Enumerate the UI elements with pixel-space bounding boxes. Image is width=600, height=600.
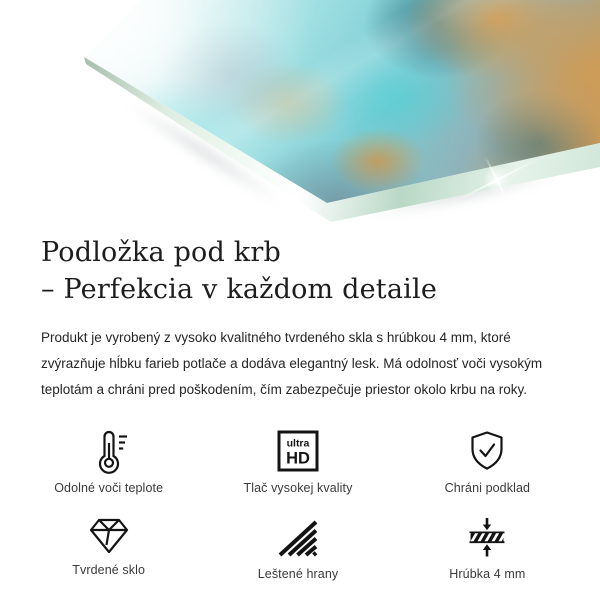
product-description: Produkt je vyrobený z vysoko kvalitného tvrdeného skla s hrúbkou 4 mm, ktoré zvýrazňuje hĺbku farieb potlače a dodáva elegantný lesk. Má odolnosť voči vysokým teplotám a chráni pred poškodením, čím zabezpečuje priestor okolo krbu na roky. bbox=[41, 330, 543, 397]
polished-edges-icon bbox=[275, 514, 321, 560]
feature-thickness bbox=[393, 514, 582, 581]
page-title bbox=[41, 234, 559, 308]
feature-label: Tvrdené sklo bbox=[72, 563, 146, 577]
feature-print-quality bbox=[203, 428, 392, 495]
feature-heat-resistant bbox=[14, 428, 203, 495]
title-line-1: Podložka pod krb bbox=[41, 237, 281, 268]
svg-text:ultra: ultra bbox=[286, 437, 310, 450]
diamond-icon bbox=[86, 514, 132, 556]
thickness-icon bbox=[464, 514, 510, 560]
features-grid bbox=[14, 428, 582, 581]
feature-label: Chráni podklad bbox=[444, 481, 531, 495]
feature-label: Hrúbka 4 mm bbox=[449, 567, 526, 581]
feature-protects-surface bbox=[393, 428, 582, 495]
shield-check-icon bbox=[464, 428, 510, 474]
feature-tempered-glass bbox=[14, 514, 203, 581]
product-photo bbox=[0, 0, 600, 230]
title-line-2: – Perfekcia v každom detaile bbox=[41, 274, 437, 305]
feature-polished-edges bbox=[203, 514, 392, 581]
feature-label: Leštené hrany bbox=[257, 567, 339, 581]
ultra-hd-icon bbox=[275, 428, 321, 474]
product-info bbox=[0, 234, 600, 581]
thermometer-icon bbox=[86, 428, 132, 474]
feature-label: Tlač vysokej kvality bbox=[243, 481, 353, 495]
feature-label: Odolné voči teplote bbox=[54, 481, 164, 495]
svg-text:HD: HD bbox=[286, 449, 310, 468]
